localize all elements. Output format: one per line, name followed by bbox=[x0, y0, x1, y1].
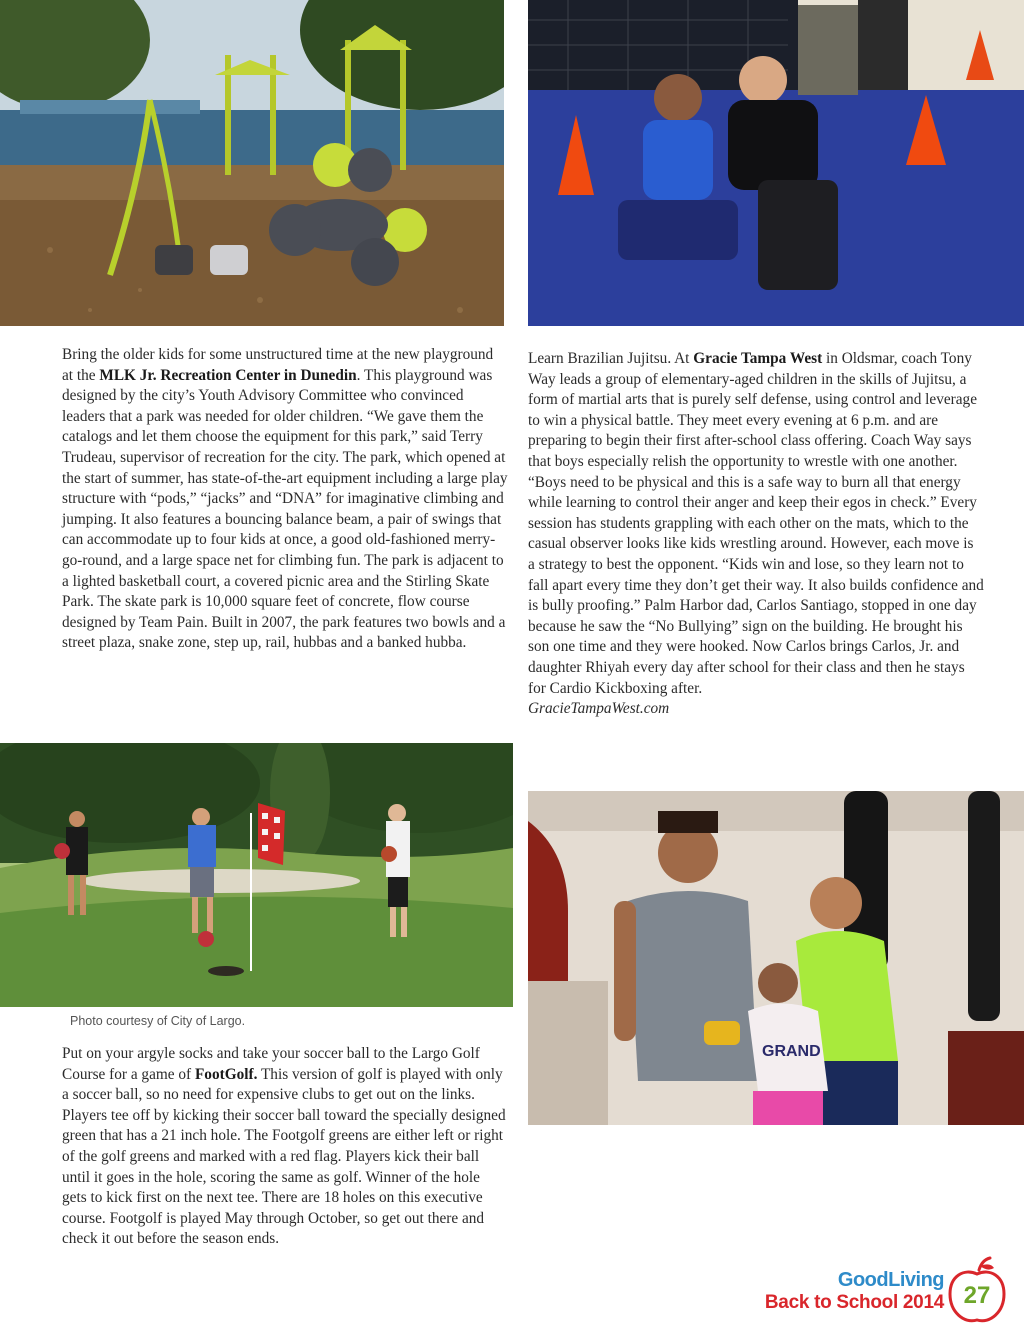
playground-venue: MLK Jr. Recreation Center in Dunedin bbox=[99, 366, 357, 384]
jujitsu-venue: Gracie Tampa West bbox=[693, 350, 823, 367]
footgolf-venue: FootGolf. bbox=[194, 1065, 258, 1083]
playground-story bbox=[62, 345, 508, 654]
playground-photo bbox=[0, 0, 504, 326]
footgolf-story bbox=[62, 1044, 508, 1250]
kickboxing-photo bbox=[528, 791, 1024, 1125]
brand-back-to-school: Back to School 2014 bbox=[764, 1292, 944, 1313]
footgolf-story-intro: Put on your argyle socks and take your soccer ball to the Largo Golf Course for a game of bbox=[62, 1045, 480, 1083]
playground-story-body: . This playground was designed by the city’s Youth Advisory Committee who convinced leaders that a park was needed for older children. “We gave them the catalogs and let them choose the equipment for this park,” said Terry Trudeau, supervisor of recreation for the city. The park, which opened at the start of summer, has state-of-the-art equipment including a large play structure with “pods,” “jacks” and “DNA” for imaginative climbing and jumping. It also features a bouncing balance beam, a pair of swings that can accommodate up to four kids at once, a good old-fashioned merry-go-round, and a large space net for climbing fun. The park is adjacent to a lighted basketball court, a covered picnic area and the Stirling Skate Park. The skate park is 10,000 square feet of concrete, flow course designed by Team Pain. Built in 2007, the park features two bowls and a street plaza, snake zone, step up, rail, hubbas and a banked hubba. bbox=[62, 366, 508, 652]
footgolf-photo-credit: Photo courtesy of City of Largo. bbox=[70, 1014, 246, 1028]
footgolf-photo bbox=[0, 743, 513, 1007]
shirt-print-text: GRAND bbox=[762, 1043, 821, 1060]
page-number: 27 bbox=[963, 1282, 991, 1309]
footgolf-story-body: This version of golf is played with only a soccer ball, so no need for expensive clubs to get out on the links. Players tee off by kicking their soccer ball toward the specially designed green that has a 21 inch hole. The Footgolf greens are either left or right of the golf greens and marked with a red flag. Players kick their ball until it goes in the hole, scoring the same as golf. Winner of the hole gets to kick first on the next tee. There are 18 holes on this executive course. Footgolf is played May through October, so get out there and check it out before the season ends. bbox=[62, 1065, 506, 1248]
playground-story-intro: Bring the older kids for some unstructured time at the new playground at the bbox=[62, 346, 494, 384]
brand-goodliving: GoodLiving bbox=[837, 1269, 944, 1291]
jujitsu-photo bbox=[528, 0, 1024, 326]
jujitsu-story-body: in Oldsmar, coach Tony Way leads a group of elementary-aged children in the skills of Jujitsu, a form of martial arts that is purely self defense, using control and leverage to win a physical battle. They meet every evening at 6 p.m. and are preparing to begin their first after-school class offering. Coach Way says that boys especially relish the opportunity to wrestle with one another. “Boys need to be physical and this is a safe way to burn all that energy while learning to control their anger and keep their egos in check.” Every session has students grappling with each other on the mats, which to the casual observer looks like kids wrestling around. However, each move is a strategy to best the opponent. “Kids win and lose, so they learn not to fall apart every time they don’t get their way. It also builds confidence and is bully proofing.” Palm Harbor dad, Carlos Santiago, stopped in one day because he saw the “No Bullying” sign on the building. He brought his son one time and they were hooked. Now Carlos brings Carlos, Jr. and daughter Rhiyah every day after school for their class and then he stays for Cardio Kickboxing after. bbox=[528, 350, 984, 697]
jujitsu-story bbox=[528, 349, 984, 720]
magazine-brand bbox=[765, 1268, 944, 1314]
page-number-badge bbox=[946, 1254, 1008, 1326]
jujitsu-website-link[interactable]: GracieTampaWest.com bbox=[528, 700, 670, 718]
jujitsu-story-intro: Learn Brazilian Jujitsu. At bbox=[528, 350, 694, 367]
